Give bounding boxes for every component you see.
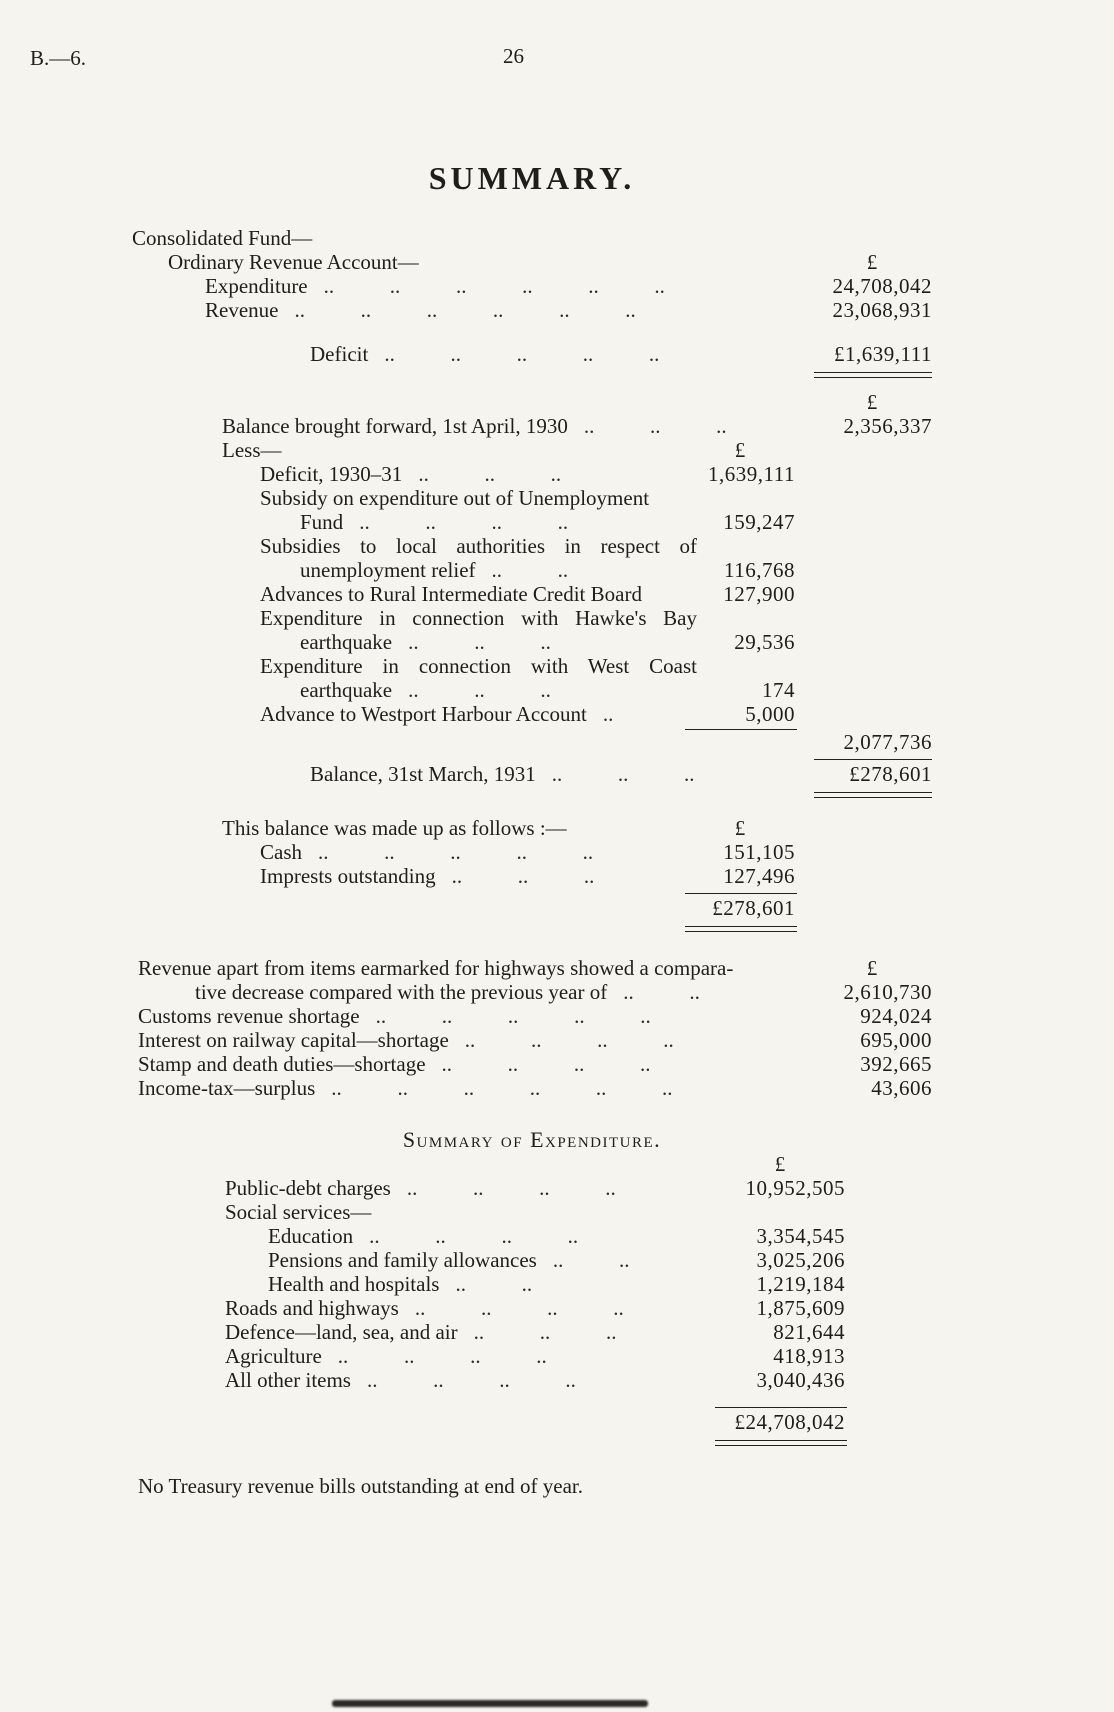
dot-leaders: .. .. bbox=[491, 558, 569, 582]
row-amount: 1,639,111 bbox=[708, 462, 795, 486]
health-row bbox=[132, 1272, 932, 1296]
row-amount: 127,900 bbox=[723, 582, 795, 606]
row-label: Expenditure bbox=[205, 274, 308, 298]
currency-symbol: £ bbox=[866, 250, 878, 274]
less-item bbox=[132, 654, 932, 702]
row-label-line2-row bbox=[132, 558, 932, 582]
row-amount: 127,496 bbox=[723, 864, 795, 888]
dot-leaders: .. .. .. .. bbox=[464, 1028, 674, 1052]
expenditure-row bbox=[132, 274, 932, 298]
rule-row bbox=[132, 926, 932, 932]
row-label-line2-row bbox=[132, 630, 932, 654]
dot-leaders: .. .. .. bbox=[473, 1320, 617, 1344]
dot-leaders: .. .. .. bbox=[451, 864, 595, 888]
row-label: Imprests outstanding bbox=[260, 864, 436, 888]
less-item bbox=[132, 462, 932, 486]
dot-leaders: .. .. .. .. bbox=[441, 1052, 651, 1076]
row-label: Defence—land, sea, and air bbox=[225, 1320, 458, 1344]
row-label-line2-row bbox=[132, 510, 932, 534]
ordinary-revenue-section bbox=[132, 226, 932, 378]
doc-reference: B.—6. bbox=[30, 46, 87, 70]
currency-symbol: £ bbox=[866, 390, 878, 414]
less-item bbox=[132, 702, 932, 726]
row-label: Customs revenue shortage bbox=[138, 1004, 360, 1028]
made-up-section bbox=[132, 816, 932, 932]
row-label-line2: earthquake bbox=[300, 678, 393, 702]
row-label: Interest on railway capital—shortage bbox=[138, 1028, 449, 1052]
footer-note: No Treasury revenue bills outstanding at end of year. bbox=[138, 1474, 583, 1498]
dot-leaders: .. .. .. .. .. .. bbox=[294, 298, 636, 322]
dot-leaders: .. .. .. .. .. bbox=[384, 342, 660, 366]
railway-row bbox=[132, 1028, 932, 1052]
made-up-total-row bbox=[132, 896, 932, 920]
income-tax-row bbox=[132, 1076, 932, 1100]
row-amount: 418,913 bbox=[773, 1344, 845, 1368]
less-item bbox=[132, 582, 932, 606]
intro-line1: Revenue apart from items earmarked for highways showed a compara- bbox=[138, 956, 734, 980]
row-label: Public-debt charges bbox=[225, 1176, 391, 1200]
row-label-line1: Expenditure in connection with Hawke's Bay bbox=[260, 606, 697, 630]
rule bbox=[715, 1406, 847, 1408]
rule-row bbox=[132, 372, 932, 378]
rule-row bbox=[132, 1440, 932, 1446]
social-services-row bbox=[132, 1200, 932, 1224]
revenue-row bbox=[132, 298, 932, 322]
dot-leaders: .. .. .. .. bbox=[414, 1296, 624, 1320]
account-heading-row bbox=[132, 250, 932, 274]
expenditure-summary-section bbox=[132, 1128, 932, 1446]
row-label: Stamp and death duties—shortage bbox=[138, 1052, 426, 1076]
dot-leaders: .. .. bbox=[455, 1272, 533, 1296]
rule-row bbox=[132, 1406, 932, 1408]
less-item bbox=[132, 486, 932, 534]
row-amount: 924,024 bbox=[860, 1004, 932, 1028]
less-heading: Less— bbox=[222, 438, 282, 462]
rule bbox=[685, 892, 797, 894]
row-amount: 695,000 bbox=[860, 1028, 932, 1052]
currency-symbol: £ bbox=[734, 816, 746, 840]
row-label-line2: unemployment relief bbox=[300, 558, 476, 582]
row-label-line1: Subsidies to local authorities in respect of bbox=[260, 534, 697, 558]
rule bbox=[814, 758, 932, 760]
row-label-line1: Subsidy on expenditure out of Unemployment bbox=[260, 486, 650, 510]
dot-leaders: .. .. .. .. .. .. bbox=[331, 1076, 673, 1100]
dot-leaders: .. .. .. bbox=[583, 414, 727, 438]
row-label: Income-tax—surplus bbox=[138, 1076, 316, 1100]
imprests-row bbox=[132, 864, 932, 888]
customs-row bbox=[132, 1004, 932, 1028]
row-amount: 2,077,736 bbox=[843, 730, 932, 754]
row-amount: £24,708,042 bbox=[734, 1410, 845, 1434]
double-rule bbox=[814, 372, 932, 378]
brought-forward-row bbox=[132, 414, 932, 438]
intro-line1-row bbox=[132, 956, 932, 980]
dot-leaders: .. .. .. .. bbox=[366, 1368, 576, 1392]
row-amount: 151,105 bbox=[723, 840, 795, 864]
agriculture-row bbox=[132, 1344, 932, 1368]
row-amount: £278,601 bbox=[849, 762, 932, 786]
row-amount: 392,665 bbox=[860, 1052, 932, 1076]
row-amount: 10,952,505 bbox=[745, 1176, 845, 1200]
dot-leaders: .. .. .. .. bbox=[369, 1224, 579, 1248]
row-amount: 3,354,545 bbox=[756, 1224, 845, 1248]
double-rule bbox=[715, 1440, 847, 1446]
less-heading-row bbox=[132, 438, 932, 462]
page-number: 26 bbox=[503, 44, 524, 68]
defence-row bbox=[132, 1320, 932, 1344]
dot-leaders: .. .. .. .. .. bbox=[375, 1004, 651, 1028]
row-label: Health and hospitals bbox=[268, 1272, 440, 1296]
row-label: Deficit bbox=[310, 342, 369, 366]
deficit-row bbox=[132, 342, 932, 366]
section-heading: This balance was made up as follows :— bbox=[222, 816, 567, 840]
row-amount: 1,219,184 bbox=[756, 1272, 845, 1296]
dot-leaders: .. .. .. .. .. .. bbox=[323, 274, 665, 298]
rule bbox=[685, 728, 797, 730]
dot-leaders: .. .. .. .. bbox=[337, 1344, 547, 1368]
row-amount: 1,875,609 bbox=[756, 1296, 845, 1320]
revenue-comparison-section bbox=[132, 956, 932, 1100]
expenditure-total-row bbox=[132, 1410, 932, 1434]
dot-leaders: .. .. .. bbox=[551, 762, 695, 786]
made-up-heading-row bbox=[132, 816, 932, 840]
row-amount: 24,708,042 bbox=[832, 274, 932, 298]
double-rule bbox=[814, 792, 932, 798]
dot-leaders: .. .. .. .. bbox=[359, 510, 569, 534]
row-amount: 43,606 bbox=[871, 1076, 932, 1100]
dot-leaders: .. .. .. bbox=[418, 462, 562, 486]
row-amount: 159,247 bbox=[723, 510, 795, 534]
row-label: Agriculture bbox=[225, 1344, 322, 1368]
roads-row bbox=[132, 1296, 932, 1320]
all-other-items-row bbox=[132, 1368, 932, 1392]
row-label: Balance, 31st March, 1931 bbox=[310, 762, 536, 786]
less-total-row bbox=[132, 730, 932, 754]
row-label: Deficit, 1930–31 bbox=[260, 462, 403, 486]
row-label-line2: earthquake bbox=[300, 630, 393, 654]
row-label: Advance to Westport Harbour Account bbox=[260, 702, 587, 726]
fund-heading: Consolidated Fund— bbox=[132, 226, 313, 250]
scan-artifact bbox=[332, 1700, 648, 1707]
double-rule bbox=[685, 926, 797, 932]
row-amount: 3,040,436 bbox=[756, 1368, 845, 1392]
row-amount: 821,644 bbox=[773, 1320, 845, 1344]
row-amount: 3,025,206 bbox=[756, 1248, 845, 1272]
currency-symbol: £ bbox=[734, 438, 746, 462]
document-title: SUMMARY. bbox=[428, 160, 636, 196]
rule-row bbox=[132, 792, 932, 798]
row-amount: 23,068,931 bbox=[832, 298, 932, 322]
row-label-line2: Fund bbox=[300, 510, 344, 534]
row-amount: £278,601 bbox=[712, 896, 795, 920]
row-label: All other items bbox=[225, 1368, 351, 1392]
row-amount: £1,639,111 bbox=[834, 342, 932, 366]
closing-balance-row bbox=[132, 762, 932, 786]
rule-row bbox=[132, 892, 932, 894]
cash-row bbox=[132, 840, 932, 864]
dot-leaders: .. .. bbox=[623, 980, 700, 1004]
intro-line2-row bbox=[132, 980, 932, 1004]
row-label: Pensions and family allowances bbox=[268, 1248, 537, 1272]
balance-section bbox=[132, 390, 932, 798]
row-label: Cash bbox=[260, 840, 302, 864]
dot-leaders: .. bbox=[602, 702, 614, 726]
row-amount: 174 bbox=[762, 678, 795, 702]
currency-symbol: £ bbox=[866, 956, 878, 980]
dot-leaders: .. .. .. .. .. bbox=[318, 840, 594, 864]
currency-row bbox=[132, 390, 932, 414]
less-item bbox=[132, 606, 932, 654]
row-label: Balance brought forward, 1st April, 1930 bbox=[222, 414, 568, 438]
dot-leaders: .. .. .. bbox=[408, 630, 551, 654]
stamp-duties-row bbox=[132, 1052, 932, 1076]
section-heading: Summary of Expenditure. bbox=[402, 1127, 662, 1152]
row-amount: 29,536 bbox=[734, 630, 795, 654]
currency-row bbox=[132, 1152, 932, 1176]
row-amount: 5,000 bbox=[745, 702, 795, 726]
currency-symbol: £ bbox=[774, 1152, 786, 1176]
row-label: Roads and highways bbox=[225, 1296, 399, 1320]
row-label: Education bbox=[268, 1224, 354, 1248]
dot-leaders: .. .. bbox=[552, 1248, 630, 1272]
row-label: Revenue bbox=[205, 298, 279, 322]
row-amount: 2,610,730 bbox=[843, 980, 932, 1004]
public-debt-row bbox=[132, 1176, 932, 1200]
pensions-row bbox=[132, 1248, 932, 1272]
rule-row bbox=[132, 758, 932, 760]
less-item bbox=[132, 534, 932, 582]
row-amount: 116,768 bbox=[724, 558, 795, 582]
row-label-line2-row bbox=[132, 678, 932, 702]
row-label: Advances to Rural Intermediate Credit Board bbox=[260, 582, 642, 606]
dot-leaders: .. .. .. bbox=[408, 678, 551, 702]
account-heading: Ordinary Revenue Account— bbox=[168, 250, 419, 274]
row-label: Social services— bbox=[225, 1200, 372, 1224]
dot-leaders: .. .. .. .. bbox=[406, 1176, 616, 1200]
row-amount: 2,356,337 bbox=[843, 414, 932, 438]
row-label-line1: Expenditure in connection with West Coast bbox=[260, 654, 697, 678]
education-row bbox=[132, 1224, 932, 1248]
intro-line2: tive decrease compared with the previous year of bbox=[195, 980, 608, 1004]
